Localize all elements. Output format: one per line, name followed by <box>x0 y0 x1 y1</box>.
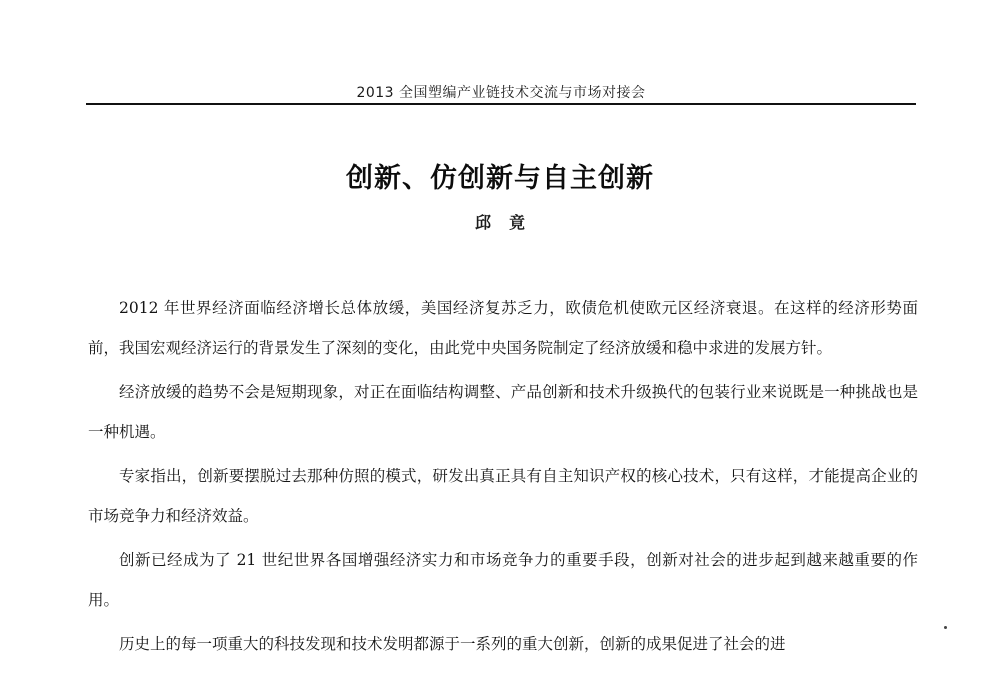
paragraph: 专家指出，创新要摆脱过去那种仿照的模式，研发出真正具有自主知识产权的核心技术，只有这样，才能提高企业的市场竞争力和经济效益。 <box>88 467 918 525</box>
scan-speck <box>944 626 947 629</box>
paragraph: 2012 年世界经济面临经济增长总体放缓，美国经济复苏乏力，欧债危机使欧元区经济衰退。在这样的经济形势面前，我国宏观经济运行的背景发生了深刻的变化，由此党中央国务院制定了经济放缓和稳中求进的发展方针。 <box>88 299 918 357</box>
running-header: 2013 全国塑编产业链技术交流与市场对接会 <box>356 85 646 101</box>
document-author: 邱竟 <box>474 213 543 232</box>
paragraph: 历史上的每一项重大的科技发现和技术发明都源于一系列的重大创新，创新的成果促进了社会的进 <box>119 635 786 653</box>
paragraph: 创新已经成为了 21 世纪世界各国增强经济实力和市场竞争力的重要手段，创新对社会的进步起到越来越重要的作用。 <box>88 551 918 609</box>
body-text <box>88 288 918 668</box>
paragraph: 经济放缓的趋势不会是短期现象，对正在面临结构调整、产品创新和技术升级换代的包装行业来说既是一种挑战也是一种机遇。 <box>88 383 918 441</box>
document-title: 创新、仿创新与自主创新 <box>346 163 654 194</box>
header-rule <box>86 103 916 105</box>
